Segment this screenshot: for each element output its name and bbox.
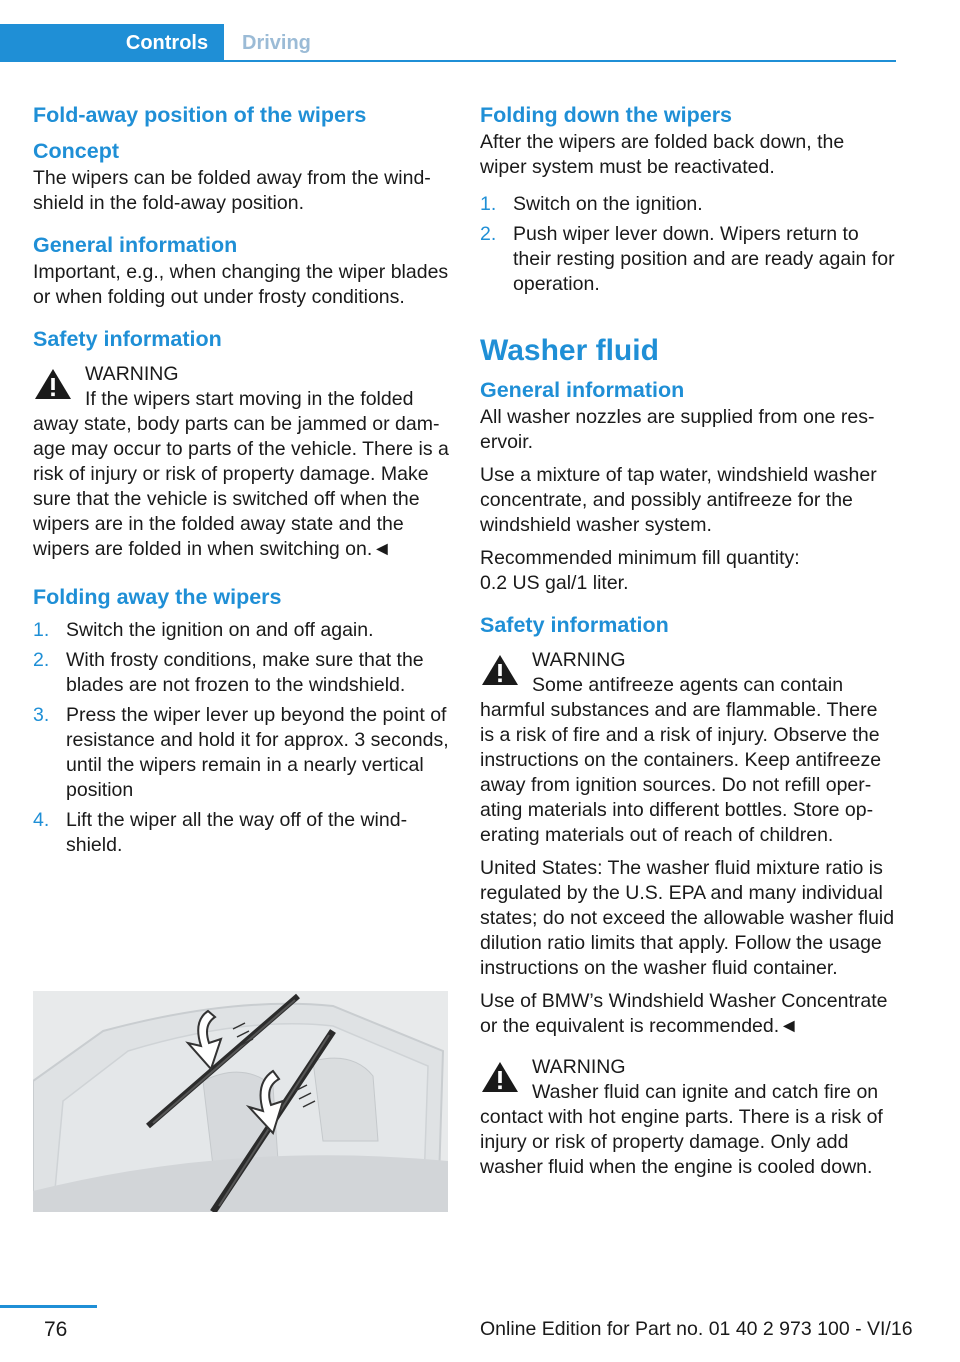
warning-label: WARNING <box>532 649 626 671</box>
warning-text-first: Washer fluid can ignite and catch fire on <box>532 1081 879 1103</box>
tab-driving[interactable]: Driving <box>242 32 311 54</box>
fill-quantity-value: 0.2 US gal/1 liter. <box>480 572 629 594</box>
list-item <box>33 808 453 858</box>
warning-text: contact with hot engine parts. There is a risk of injury or risk of property damage. Only add washer fluid when the engine is cooled down. <box>480 1106 883 1178</box>
list-item <box>33 648 453 698</box>
step-number: 4. <box>33 809 50 831</box>
right-column <box>480 100 896 1188</box>
list-item <box>33 703 453 803</box>
heading-general-information-washer: General information <box>480 378 685 402</box>
heading-folding-away: Folding away the wipers <box>33 585 282 609</box>
warning-label: WARNING <box>532 1056 626 1078</box>
step-number: 2. <box>480 223 497 245</box>
warning-text: harmful substances and are flammable. There is a risk of fire and a risk of injury. Observe the instructions on the containers. Keep antifreeze away from ignition sources. Do not refill operating materials into different bottles. Store operating materials out of reach of children. <box>480 699 882 846</box>
warning-triangle-icon <box>33 366 73 402</box>
fill-quantity-line: Recommended minimum fill quantity: <box>480 547 800 569</box>
page-header <box>0 0 896 62</box>
step-text: Push wiper lever down. Wipers return to their resting position and are ready again for operation. <box>513 223 895 295</box>
warning-text-first: If the wipers start moving in the folded <box>85 388 414 410</box>
heading-washer-fluid: Washer fluid <box>480 334 659 367</box>
general-text: Important, e.g., when changing the wiper blades or when folding out under frosty conditions. <box>33 261 449 308</box>
warning-block <box>480 648 896 1039</box>
warning-triangle-icon <box>480 1059 520 1095</box>
footer-divider <box>0 1305 97 1308</box>
left-column <box>33 100 453 863</box>
step-number: 1. <box>33 619 50 641</box>
heading-general-information: General information <box>33 233 238 257</box>
step-text: Switch the ignition on and off again. <box>66 619 374 641</box>
step-text: Lift the wiper all the way off of the windshield. <box>66 809 408 856</box>
list-item <box>33 618 453 643</box>
warning-text-first: Some antifreeze agents can contain <box>532 674 844 696</box>
edition-text: Online Edition for Part no. 01 40 2 973 100 - VI/16 <box>480 1318 913 1340</box>
heading-safety-information-washer: Safety information <box>480 613 669 637</box>
folding-down-steps <box>480 192 896 297</box>
step-text: Press the wiper lever up beyond the point of resistance and hold it for approx. 3 seconds, until the wipers remain in a nearly vertical position <box>66 704 449 801</box>
wiper-illustration <box>33 991 448 1212</box>
list-item <box>480 222 896 297</box>
washer-general-text-2: Use a mixture of tap water, windshield washer concentrate, and possibly antifreeze for the windshield washer system. <box>480 464 877 536</box>
washer-general-text-1: All washer nozzles are supplied from one reservoir. <box>480 406 875 453</box>
concept-text: The wipers can be folded away from the windshield in the fold-away position. <box>33 167 431 214</box>
warning-bmw-text: Use of BMW’s Windshield Washer Concentrate or the equivalent is recommended.◄ <box>480 990 888 1037</box>
step-number: 2. <box>33 649 50 671</box>
warning-label: WARNING <box>85 363 179 385</box>
tab-controls[interactable]: Controls <box>0 24 224 62</box>
heading-safety-information: Safety information <box>33 327 222 351</box>
page-number: 76 <box>44 1318 68 1341</box>
step-text: With frosty conditions, make sure that the blades are not frozen to the windshield. <box>66 649 424 696</box>
heading-concept: Concept <box>33 139 119 163</box>
warning-us-text: United States: The washer fluid mixture ratio is regulated by the U.S. EPA and many individual states; do not exceed the allowable washer fluid dilution ratio limits that apply. Follow the usage instructions on the washer fluid container. <box>480 857 895 979</box>
step-number: 3. <box>33 704 50 726</box>
warning-triangle-icon <box>480 652 520 688</box>
wiper-fold-away-image <box>33 991 448 1212</box>
warning-block <box>33 362 453 562</box>
folding-down-text: After the wipers are folded back down, the wiper system must be reactivated. <box>480 131 845 178</box>
folding-away-steps <box>33 618 453 858</box>
step-text: Switch on the ignition. <box>513 193 703 215</box>
section-title-fold-away: Fold-away position of the wipers <box>33 103 367 127</box>
header-divider <box>0 60 896 62</box>
list-item <box>480 192 896 217</box>
warning-text: away state, body parts can be jammed or damage may occur to parts of the vehicle. There is a risk of injury or risk of property damage. Make sure that the vehicle is switched off when the wipers are in the folded away state and the wipers are folded in when switching on.◄ <box>33 413 449 560</box>
warning-block <box>480 1055 896 1180</box>
heading-folding-down: Folding down the wipers <box>480 103 733 127</box>
step-number: 1. <box>480 193 497 215</box>
